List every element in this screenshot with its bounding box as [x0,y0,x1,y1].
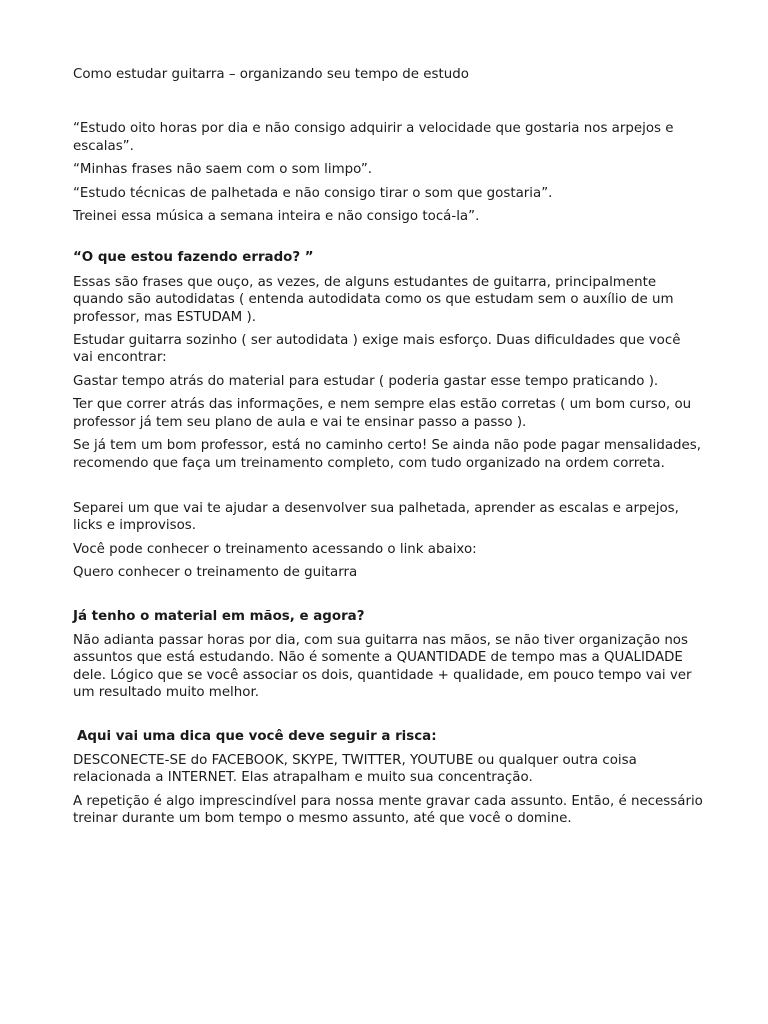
document-title: Como estudar guitarra – organizando seu tempo de estudo [73,67,469,82]
quote-3: “Estudo técnicas de palhetada e não consigo tirar o som que gostaria”. [73,185,553,201]
section1-paragraph-2: Estudar guitarra sozinho ( ser autodidata ) exige mais esforço. Duas dificuldades que você vai encontrar: [73,333,681,366]
section1-paragraph-7: Você pode conhecer o treinamento acessando o link abaixo: [73,541,477,557]
training-link[interactable]: Quero conhecer o treinamento de guitarra [73,565,358,581]
section2-paragraph: Não adianta passar horas por dia, com sua guitarra nas mãos, se não tiver organização nos assuntos que está estudando. Não é somente a QUANTIDADE de tempo mas a QUALIDADE dele. Lógico que se você associar os dois, quantidade + qualidade, em pouco tempo vai ver um resultado muito melhor. [73,632,692,701]
section1-heading: “O que estou fazendo errado? ” [73,250,314,266]
section3-paragraph-1: DESCONECTE-SE do FACEBOOK, SKYPE, TWITTER, YOUTUBE ou qualquer outra coisa relacionada a INTERNET. Elas atrapalham e muito sua concentração. [73,752,637,786]
section1-paragraph-5: Se já tem um bom professor, está no caminho certo! Se ainda não pode pagar mensalidades, recomendo que faça um treinamento completo, com tudo organizado na ordem correta. [73,438,701,471]
section1-paragraph-4: Ter que correr atrás das informações, e nem sempre elas estão corretas ( um bom curso, ou professor já tem seu plano de aula e vai te ensinar passo a passo ). [73,397,692,430]
section2-heading: Já tenho o material em mãos, e agora? [73,608,365,624]
quote-2: “Minhas frases não saem com o som limpo”. [73,162,373,178]
section3-paragraph-2: A repetição é algo imprescindível para nossa mente gravar cada assunto. Então, é necessário treinar durante um bom tempo o mesmo assunto, até que você o domine. [73,793,703,827]
section1-paragraph-1: Essas são frases que ouço, as vezes, de alguns estudantes de guitarra, principalmente quando são autodidatas ( entenda autodidata como os que estudam sem o auxílio de um professor, mas ESTUDAM ). [73,274,674,325]
section1-paragraph-3: Gastar tempo atrás do material para estudar ( poderia gastar esse tempo praticando ). [73,373,659,389]
quote-1: “Estudo oito horas por dia e não consigo adquirir a velocidade que gostaria nos arpejos e escalas”. [73,121,674,154]
document-page [73,66,703,834]
section1-paragraph-6: Separei um que vai te ajudar a desenvolver sua palhetada, aprender as escalas e arpejos, licks e improvisos. [73,500,679,534]
section3-heading: Aqui vai uma dica que você deve seguir a risca: [77,728,437,744]
quote-4: Treinei essa música a semana inteira e não consigo tocá-la”. [73,209,480,225]
